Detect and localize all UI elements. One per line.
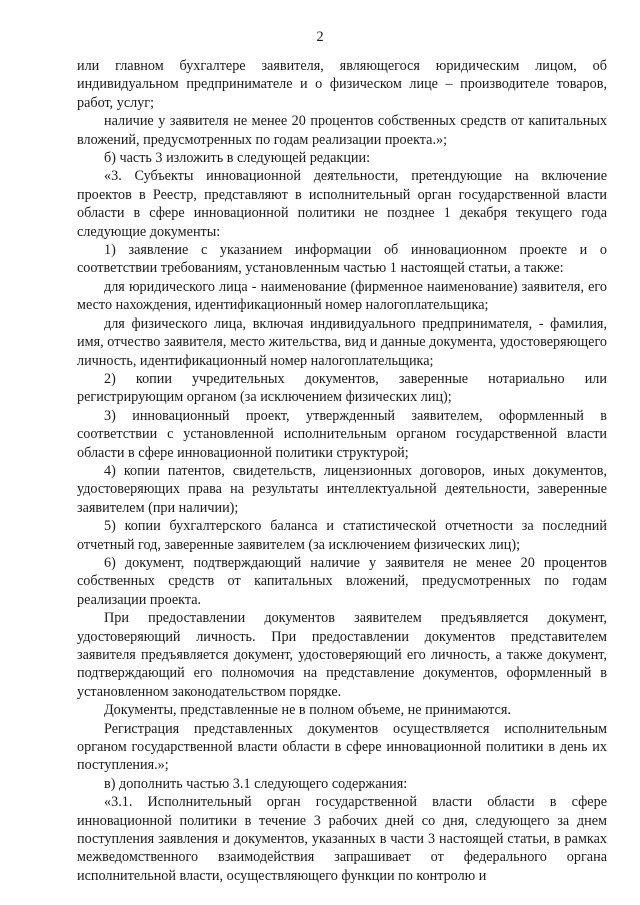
paragraph: 1) заявление с указанием информации об инновационном проекте и о соответствии требованиям, установленным частью 1 настоящей статьи, а также: — [77, 242, 607, 277]
page-number: 2 — [316, 29, 324, 45]
paragraph: 3) инновационный проект, утвержденный заявителем, оформленный в соответствии с установленной исполнительным органом государственной власти области в сфере инновационной политики структурой; — [77, 407, 607, 461]
paragraph: 4) копии патентов, свидетельств, лицензионных договоров, иных документов, удостоверяющих права на результаты интеллектуальной деятельности, заверенные заявителем (при наличии); — [77, 462, 607, 516]
paragraph: или главном бухгалтере заявителя, являющегося юридическим лицом, об индивидуальном предпринимателе и о физическом лице – производителе товаров, работ, услуг; — [77, 58, 607, 111]
paragraph: в) дополнить частью 3.1 следующего содержания: — [104, 775, 408, 792]
paragraph: При предоставлении документов заявителем предъявляется документ, удостоверяющий личность. При предоставлении документов представителем заявителя предъявляется документ, удостоверяющий его личность, а также документ, подтверждающий его полномочия на представление документов, оформленный в установленном законодательством порядке. — [77, 610, 607, 700]
paragraph: 5) копии бухгалтерского баланса и статистической отчетности за последний отчетный год, заверенные заявителем (за исключением физических лиц); — [77, 518, 607, 553]
paragraph: 2) копии учредительных документов, заверенные нотариально или регистрирующим органом (за исключением физических лиц); — [77, 370, 607, 406]
paragraph: 6) документ, подтверждающий наличие у заявителя не менее 20 процентов собственных средств от капитальных вложений, предусмотренных по годам реализации проекта. — [77, 554, 607, 608]
paragraph: б) часть 3 изложить в следующей редакции: — [104, 150, 371, 167]
paragraph: Регистрация представленных документов осуществляется исполнительным органом государственной власти области в сфере инновационной политики в день их поступления.»; — [77, 720, 607, 774]
paragraph: Документы, представленные не в полном объеме, не принимаются. — [104, 702, 511, 719]
paragraph: наличие у заявителя не менее 20 процентов собственных средств от капитальных вложений, предусмотренных по годам реализации проекта.»; — [77, 113, 607, 148]
paragraph: «3. Субъекты инновационной деятельности, претендующие на включение проектов в Реестр, представляют в исполнительный орган государственной власти области в сфере инновационной политики не позднее 1 декабря текущего года следующие документы: — [77, 168, 607, 240]
paragraph: для юридического лица - наименование (фирменное наименование) заявителя, его место нахождения, идентификационный номер налогоплательщика; — [77, 278, 607, 314]
document-body — [77, 57, 607, 885]
paragraph: для физического лица, включая индивидуального предпринимателя, - фамилия, имя, отчество заявителя, место жительства, вид и данные документа, удостоверяющего личность, идентификационный номер налогоплательщика; — [77, 315, 607, 369]
paragraph: «3.1. Исполнительный орган государственной власти области в сфере инновационной политики в течение 3 рабочих дней со дня, следующего за днем поступления заявления и документов, указанных в части 3 настоящей статьи, в рамках межведомственного взаимодействия запрашивает от федерального органа исполнительной власти, осуществляющего функции по контролю и — [77, 794, 607, 884]
